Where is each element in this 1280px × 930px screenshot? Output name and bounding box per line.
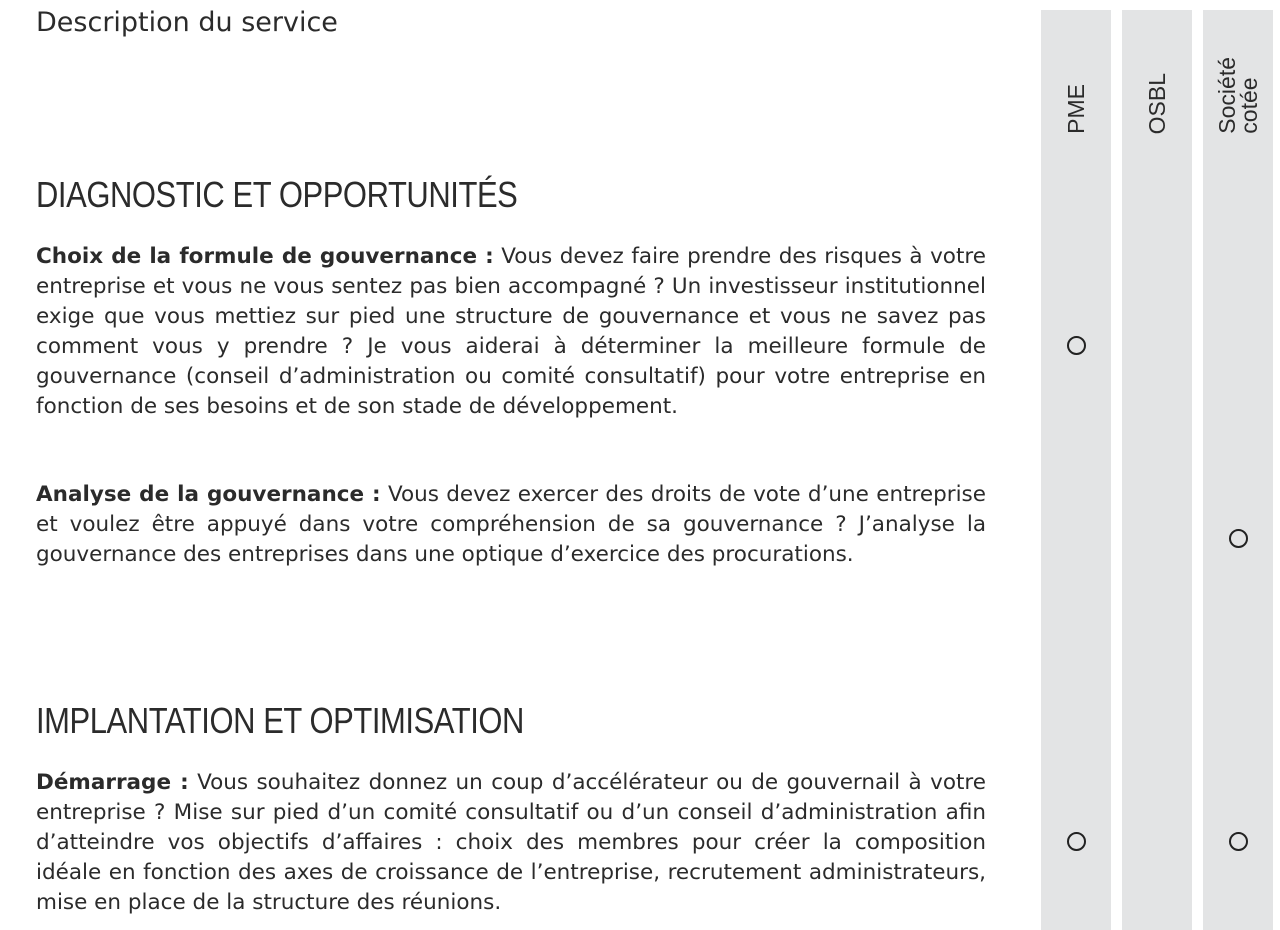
column-header-societe-cotee (1203, 24, 1273, 134)
column-pme (1041, 10, 1111, 930)
column-header-osbl (1122, 24, 1192, 134)
column-label-pme: PME (1063, 84, 1089, 134)
applies-pme-mark-icon (1067, 336, 1086, 355)
service-item-lead: Démarrage : (36, 770, 189, 795)
applies-cotee-mark-icon (1229, 529, 1248, 548)
column-osbl (1122, 10, 1192, 930)
service-item-lead: Analyse de la gouvernance : (36, 482, 381, 507)
service-item-choix-formule (36, 242, 986, 422)
service-item-lead: Choix de la formule de gouvernance : (36, 244, 494, 269)
column-societe-cotee (1203, 10, 1273, 930)
service-item-text: Vous souhaitez donnez un coup d’accélérateur ou de gouvernail à votre entreprise ? Mise sur pied d’un comité consultatif ou d’un conseil d’administration afin d’atteindre vos objectifs d’affaires : choix des membres pour créer la composition idéale en fonction des axes de croissance de l’entreprise, recrutement administrateurs, mise en place de la structure des réunions. (36, 770, 986, 915)
service-item-text: Vous devez faire prendre des risques à votre entreprise et vous ne vous sentez pas bien accompagné ? Un investisseur institutionnel exige que vous mettiez sur pied une structure de gouvernance et vous ne savez pas comment vous y prendre ? Je vous aiderai à déterminer la meilleure formule de gouvernance (conseil d’administration ou comité consultatif) pour votre entreprise en fonction de ses besoins et de son stade de développement. (36, 244, 986, 419)
service-item-analyse-gouvernance (36, 480, 986, 570)
service-item-text: Vous devez exercer des droits de vote d’une entreprise et voulez être appuyé dans votre compréhension de sa gouvernance ? J’analyse la gouvernance des entreprises dans une optique d’exercice des procurations. (36, 482, 986, 567)
service-item-demarrage (36, 768, 986, 918)
column-header-pme (1041, 24, 1111, 134)
applies-pme-mark-icon (1067, 832, 1086, 851)
section-heading-diagnostic: DIAGNOSTIC ET OPPORTUNITÉS (36, 174, 518, 215)
column-label-osbl: OSBL (1144, 72, 1170, 134)
column-label-societe-cotee: Société cotée (1214, 57, 1262, 134)
applies-cotee-mark-icon (1229, 832, 1248, 851)
page-title: Description du service (36, 7, 338, 38)
section-heading-implantation: IMPLANTATION ET OPTIMISATION (36, 700, 524, 741)
